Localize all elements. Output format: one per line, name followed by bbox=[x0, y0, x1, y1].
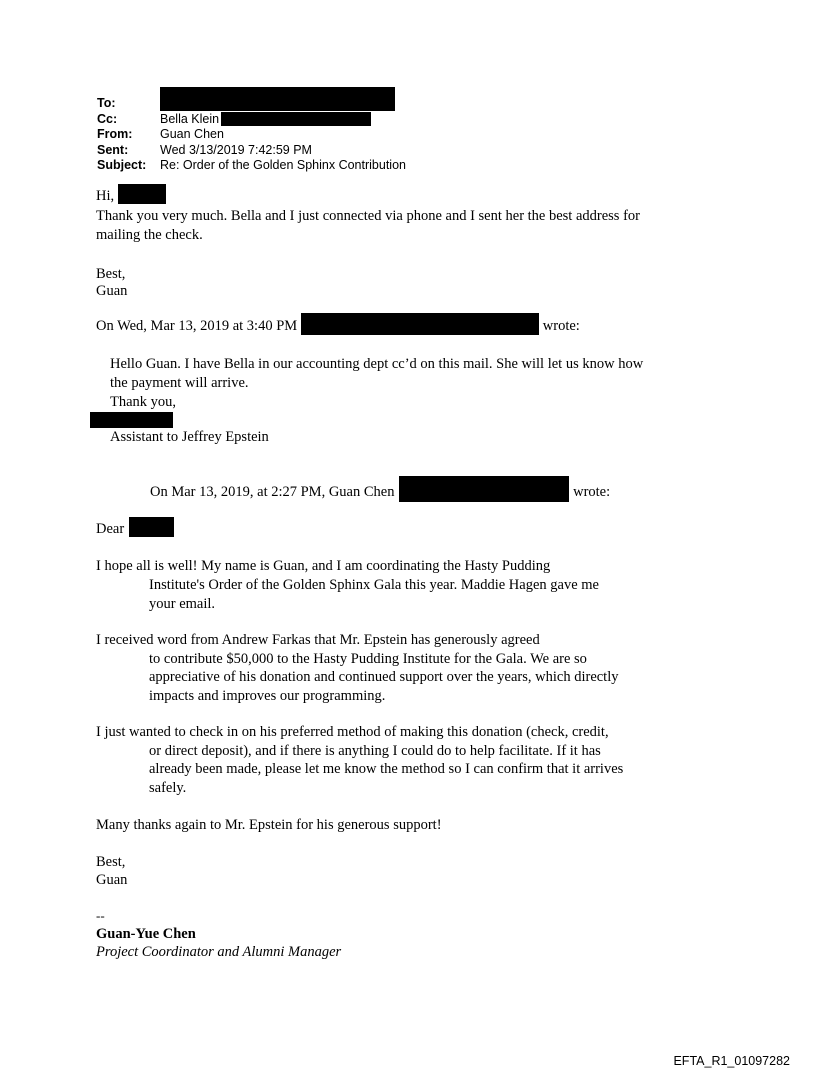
subject-value: Re: Order of the Golden Sphinx Contribution bbox=[160, 158, 406, 172]
quote-signer-title: Assistant to Jeffrey Epstein bbox=[110, 429, 269, 445]
signature-title: Project Coordinator and Alumni Manager bbox=[96, 944, 342, 960]
subject-row bbox=[97, 158, 406, 174]
quote-line: Many thanks again to Mr. Epstein for his generous support! bbox=[96, 817, 442, 833]
sent-label: Sent: bbox=[97, 142, 129, 157]
quote-intro: On Wed, Mar 13, 2019 at 3:40 PM wrote: bbox=[96, 317, 580, 337]
reply-signoff: Best, bbox=[96, 266, 126, 282]
quote-intro: On Mar 13, 2019, at 2:27 PM, Guan Chen wrote: bbox=[150, 483, 610, 503]
redaction-bar bbox=[118, 184, 166, 204]
quote-greeting: Dear bbox=[96, 520, 174, 540]
quote-line: Institute's Order of the Golden Sphinx Gala this year. Maddie Hagen gave me bbox=[149, 577, 599, 593]
redaction-bar bbox=[301, 313, 539, 335]
quote-line: or direct deposit), and if there is anything I could do to help facilitate. If it has bbox=[149, 743, 601, 759]
redaction-bar bbox=[160, 87, 395, 111]
quote-line: to contribute $50,000 to the Hasty Pudding Institute for the Gala. We are so bbox=[149, 651, 587, 667]
from-value: Guan Chen bbox=[160, 127, 224, 141]
sent-row bbox=[97, 143, 406, 159]
redaction-bar bbox=[129, 517, 174, 537]
email-header bbox=[97, 96, 406, 174]
quote-line: already been made, please let me know the method so I can confirm that it arrives bbox=[149, 761, 624, 777]
cc-row bbox=[97, 112, 406, 128]
quote-line: I received word from Andrew Farkas that Mr. Epstein has generously agreed bbox=[96, 632, 540, 648]
signature-dashes: -- bbox=[96, 908, 105, 923]
quote-line: safely. bbox=[149, 780, 187, 796]
signature-name: Guan-Yue Chen bbox=[96, 926, 196, 942]
to-row bbox=[97, 96, 406, 112]
redaction-bar bbox=[221, 112, 371, 126]
reply-name: Guan bbox=[96, 283, 128, 299]
quote-line: Hello Guan. I have Bella in our accounting dept cc’d on this mail. She will let us know how bbox=[110, 356, 644, 372]
quote-line: your email. bbox=[149, 596, 216, 612]
sent-value: Wed 3/13/2019 7:42:59 PM bbox=[160, 142, 312, 157]
quote-name: Guan bbox=[96, 872, 128, 888]
reply-line: mailing the check. bbox=[96, 227, 203, 243]
bates-number: EFTA_R1_01097282 bbox=[673, 1054, 790, 1068]
quote-line: Thank you, bbox=[110, 394, 177, 410]
reply-greeting: Hi, bbox=[96, 187, 166, 207]
quote-line: the payment will arrive. bbox=[110, 375, 249, 391]
cc-label: Cc: bbox=[97, 111, 118, 126]
quote-line: appreciative of his donation and continued support over the years, which directly bbox=[149, 669, 619, 685]
quote-line: I just wanted to check in on his preferred method of making this donation (check, credit, bbox=[96, 724, 609, 740]
redaction-bar bbox=[399, 476, 569, 502]
quote-signoff: Best, bbox=[96, 854, 126, 870]
quote-line: I hope all is well! My name is Guan, and I am coordinating the Hasty Pudding bbox=[96, 558, 551, 574]
from-row bbox=[97, 127, 406, 143]
to-label: To: bbox=[97, 96, 116, 110]
from-label: From: bbox=[97, 127, 133, 141]
redaction-bar bbox=[90, 412, 173, 428]
subject-label: Subject: bbox=[97, 158, 147, 172]
cc-value: Bella Klein bbox=[160, 111, 220, 126]
quote-line: impacts and improves our programming. bbox=[149, 688, 386, 704]
reply-line: Thank you very much. Bella and I just connected via phone and I sent her the best address for bbox=[96, 208, 640, 224]
